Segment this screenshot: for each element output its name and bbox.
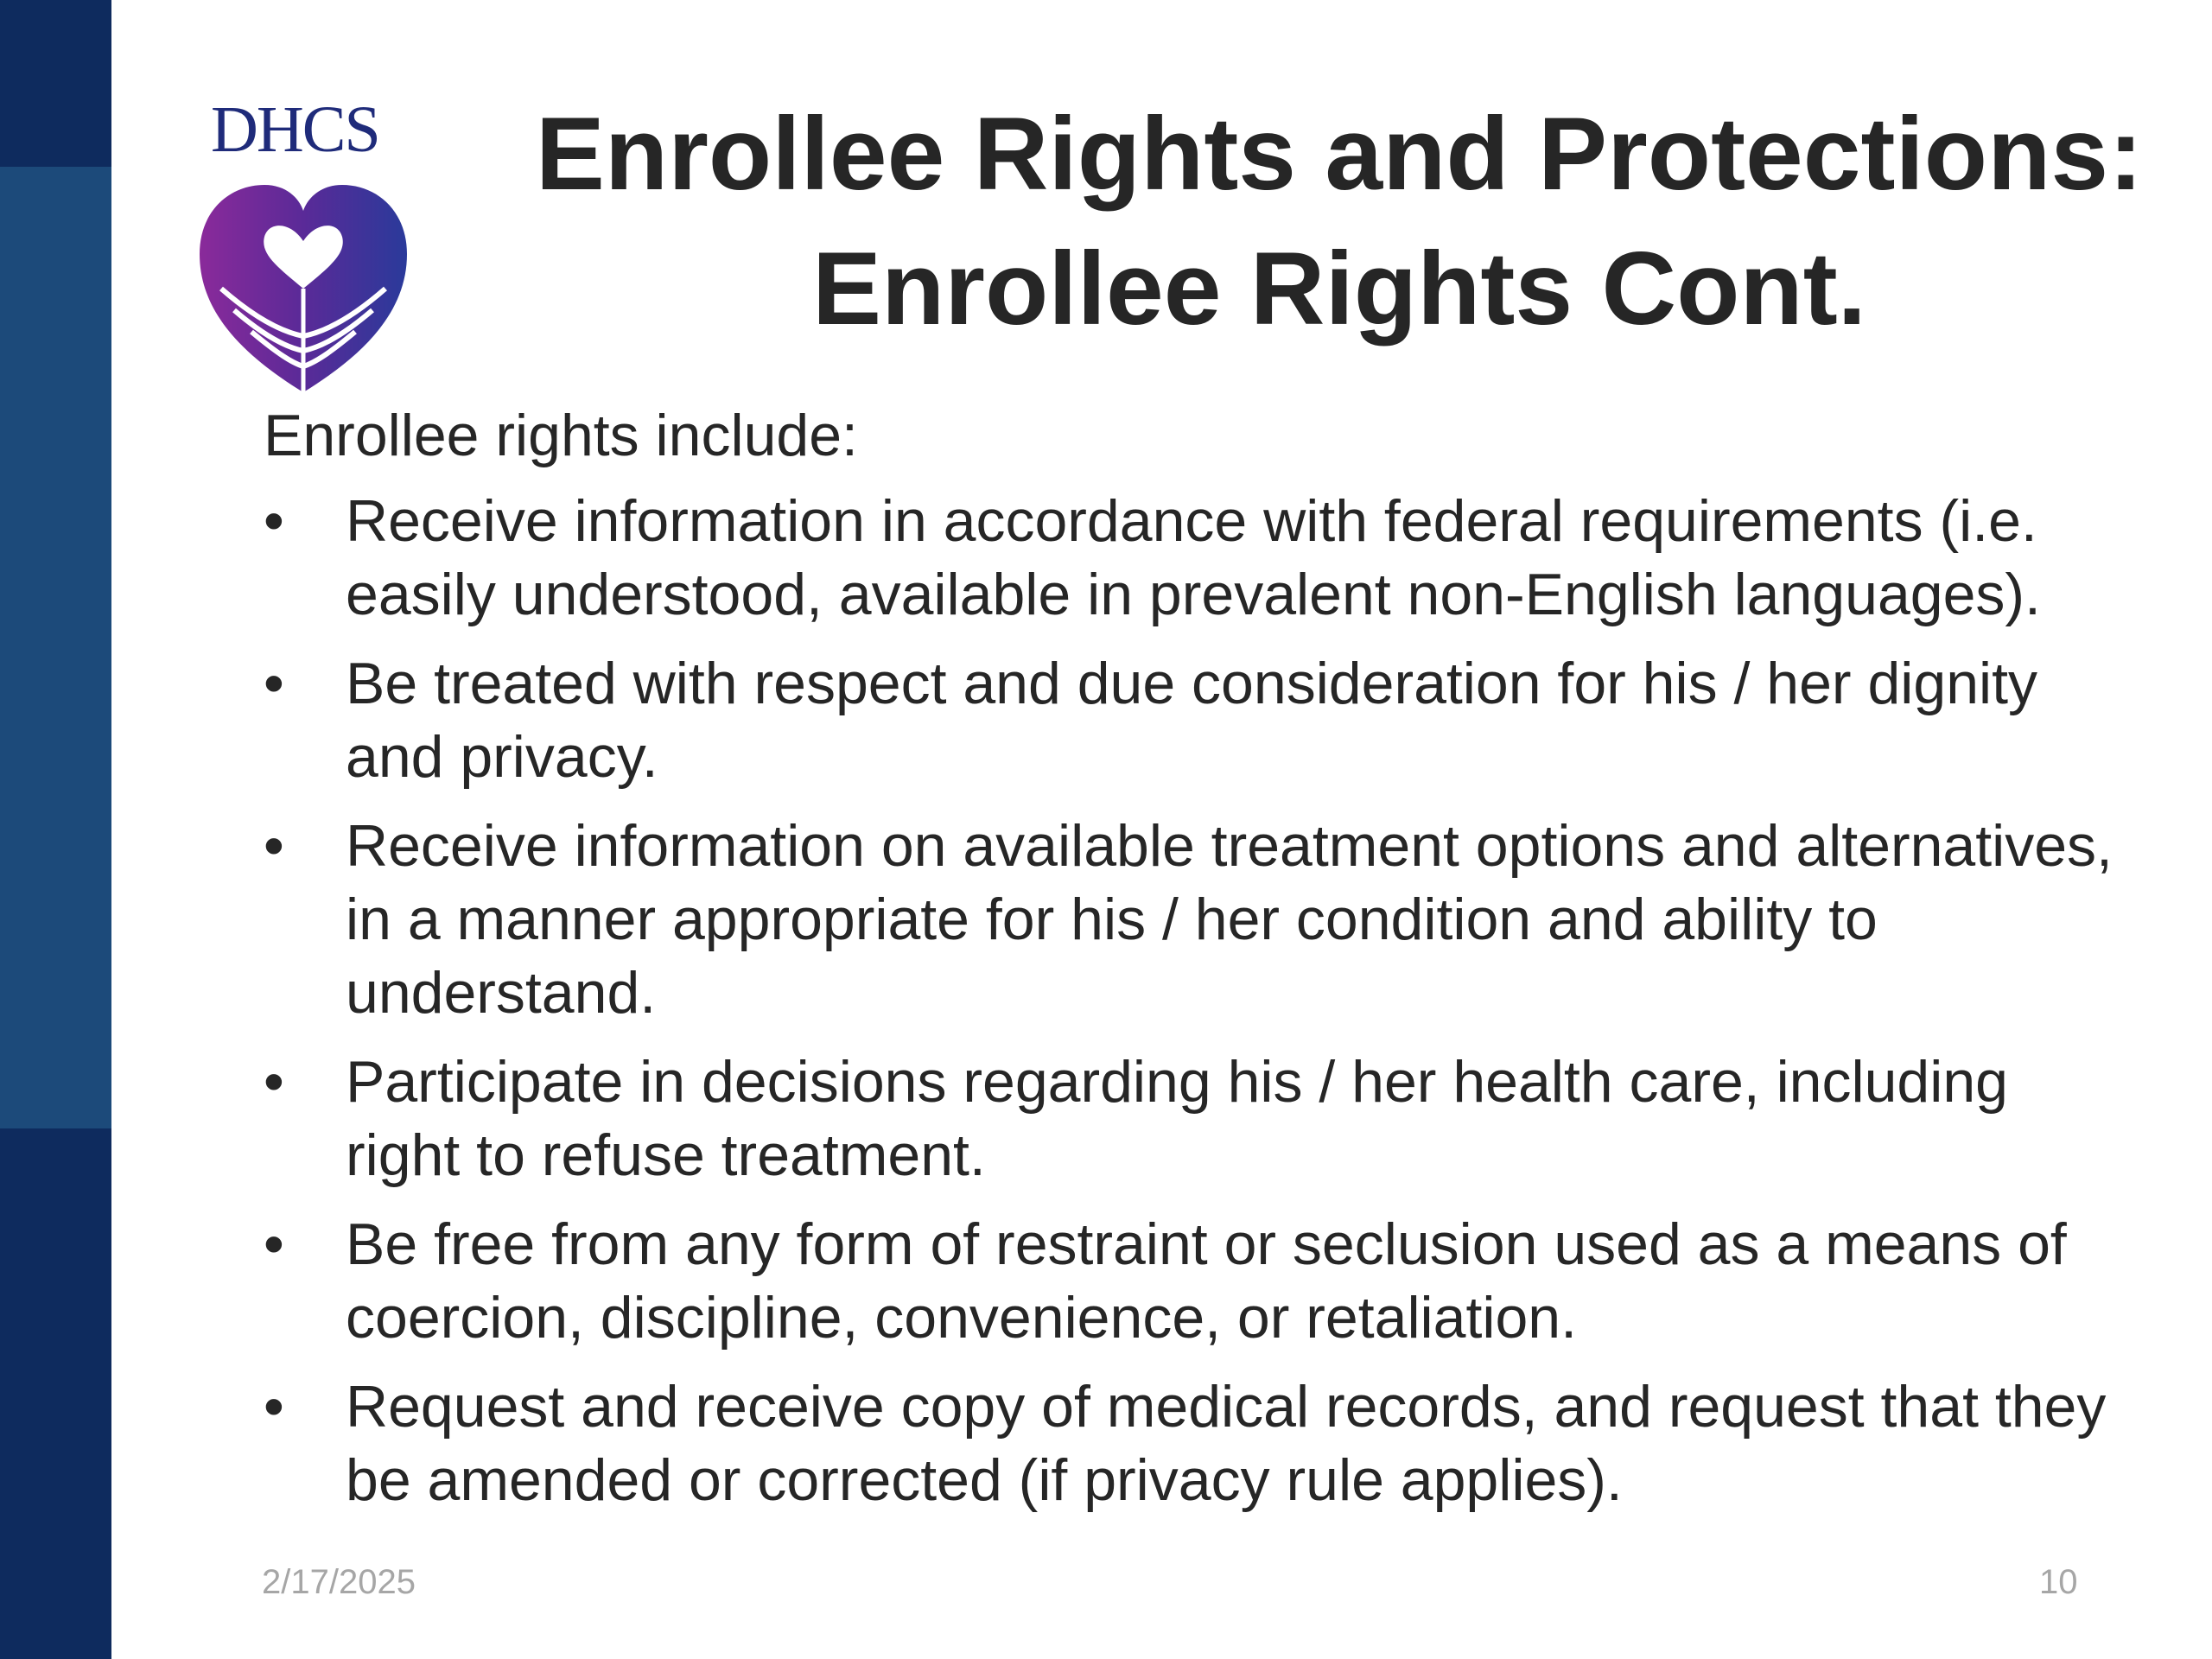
list-item (264, 1208, 2121, 1355)
slide-body (264, 399, 2121, 1533)
list-item-text: Receive information in accordance with federal requirements (i.e. easily understood, available in prevalent non-English languages). (346, 488, 2041, 627)
left-sidebar-accent (0, 167, 111, 1128)
bullet-marker: • (264, 651, 284, 716)
list-item-text: Receive information on available treatment options and alternatives, in a manner appropriate for his / her condition and ability to understand. (346, 813, 2113, 1026)
bullet-marker: • (264, 1049, 284, 1115)
bullet-marker: • (264, 1211, 284, 1277)
list-item (264, 1046, 2121, 1192)
slide-title (467, 86, 2212, 356)
dhcs-logo (195, 93, 420, 304)
list-item-text: Be free from any form of restraint or seclusion used as a means of coercion, discipline, convenience, or retaliation. (346, 1211, 2067, 1351)
title-line-2: Enrollee Rights Cont. (811, 231, 1867, 346)
footer-date: 2/17/2025 (262, 1563, 416, 1601)
list-item (264, 1370, 2121, 1517)
rights-list (264, 485, 2121, 1517)
bullet-marker: • (264, 488, 284, 554)
intro-text: Enrollee rights include: (264, 403, 858, 468)
list-item-text: Be treated with respect and due consideration for his / her dignity and privacy. (346, 651, 2038, 790)
list-item (264, 647, 2121, 794)
bullet-marker: • (264, 1374, 284, 1440)
list-item (264, 485, 2121, 632)
heart-hands-icon (195, 159, 411, 401)
list-item-text: Participate in decisions regarding his / her health care, including right to refuse treatment. (346, 1049, 2008, 1188)
page-number: 10 (2039, 1563, 2078, 1601)
title-line-1: Enrollee Rights and Protections: (535, 96, 2144, 212)
logo-text: DHCS (211, 93, 379, 166)
bullet-marker: • (264, 813, 284, 879)
list-item-text: Request and receive copy of medical records, and request that they be amended or corrected (if privacy rule applies). (346, 1374, 2107, 1513)
list-item (264, 810, 2121, 1030)
